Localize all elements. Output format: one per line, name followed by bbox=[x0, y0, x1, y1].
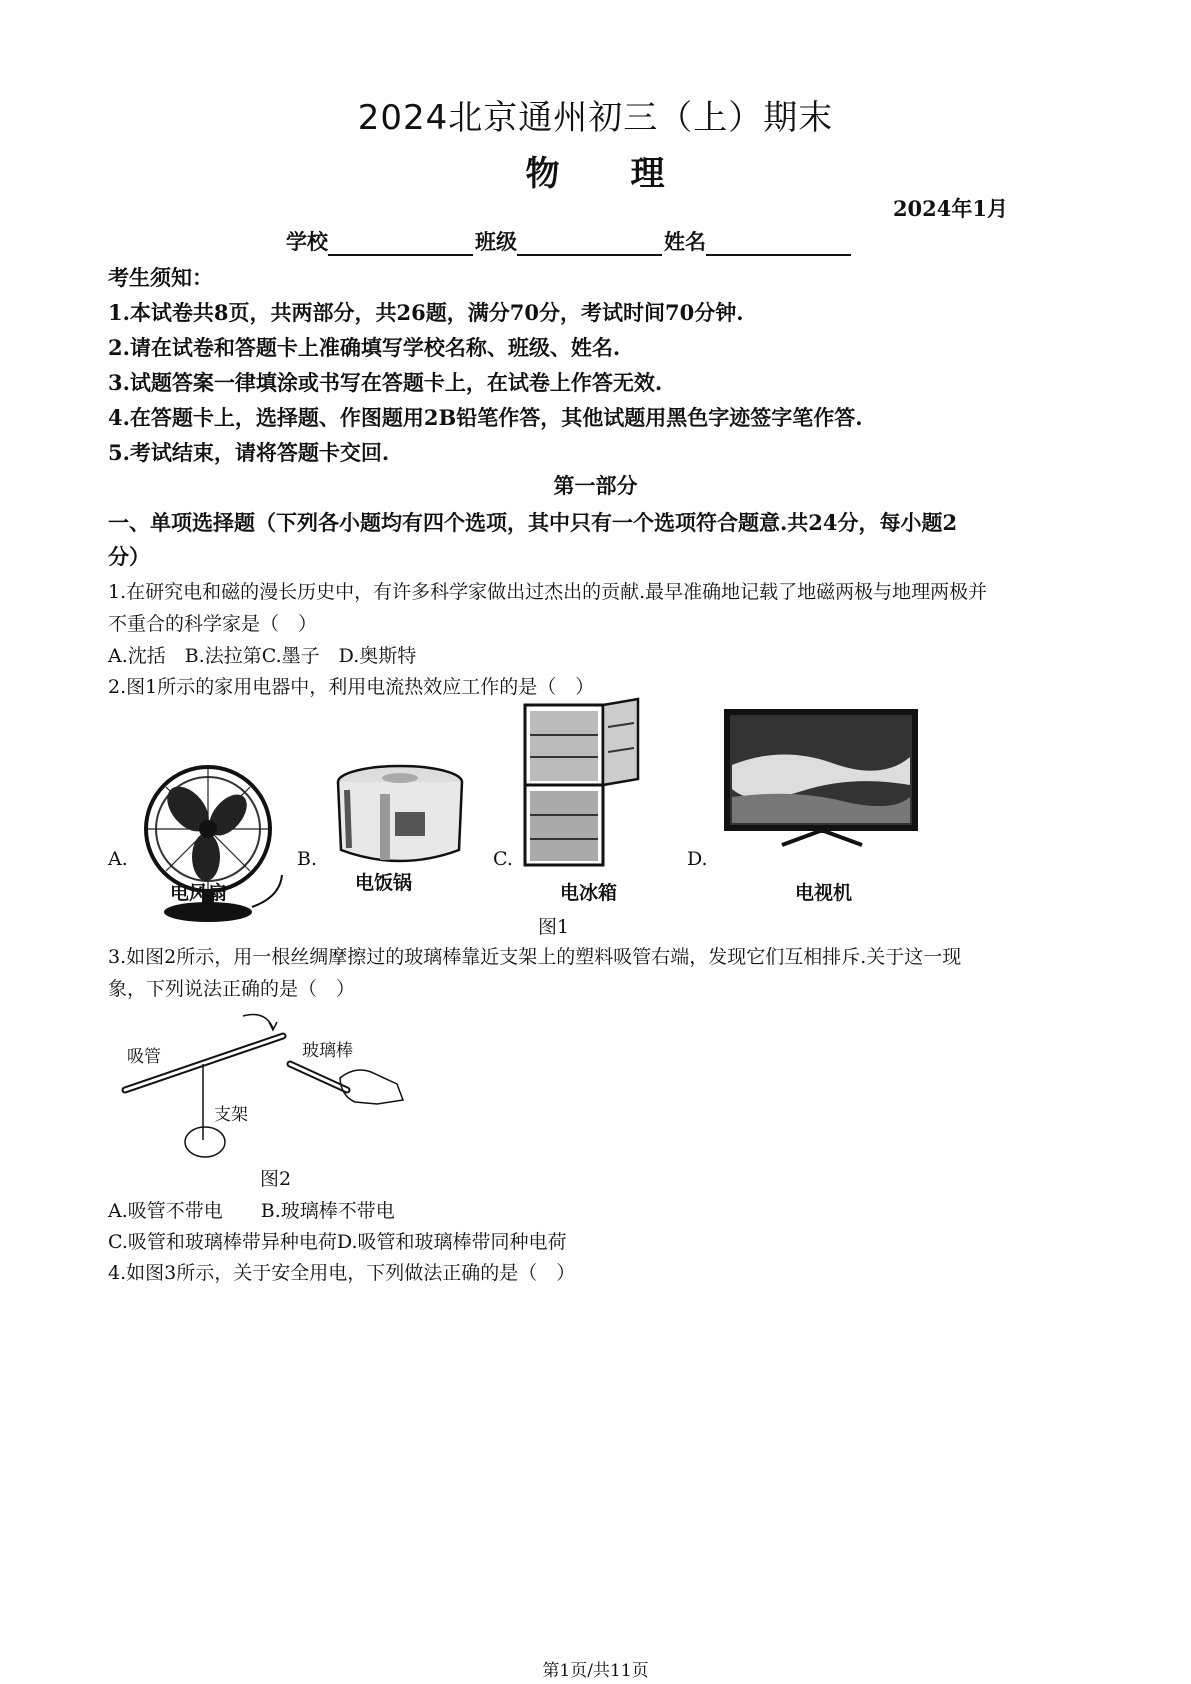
glass-rod-label: 玻璃棒 bbox=[302, 1041, 353, 1061]
notice-item: 4.在答题卡上，选择题、作图题用2B铅笔作答，其他试题用黑色字迹签字笔作答. bbox=[108, 405, 863, 430]
figure-2-diagram bbox=[115, 1008, 415, 1168]
question-4-text: 4.如图3所示，关于安全用电，下列做法正确的是（ ） bbox=[108, 1262, 576, 1284]
name-field[interactable] bbox=[706, 232, 851, 256]
class-field[interactable] bbox=[517, 232, 662, 256]
class-label: 班级 bbox=[475, 229, 517, 254]
school-label: 学校 bbox=[286, 229, 328, 254]
option-b-caption: 电饭锅 bbox=[355, 872, 413, 894]
school-field[interactable] bbox=[328, 232, 473, 256]
question-1-options: A.沈括 B.法拉第C.墨子 D.奥斯特 bbox=[108, 645, 417, 667]
option-a-letter: A. bbox=[108, 848, 128, 870]
exam-title: 2024北京通州初三（上）期末 bbox=[357, 98, 834, 138]
option-c-caption: 电冰箱 bbox=[560, 882, 618, 904]
notice-item: 3.试题答案一律填涂或书写在答题卡上，在试卷上作答无效. bbox=[108, 370, 663, 395]
section-heading: 一、单项选择题（下列各小题均有四个选项，其中只有一个选项符合题意.共24分，每小题2 bbox=[108, 510, 958, 535]
television-icon bbox=[722, 705, 922, 865]
straw-label: 吸管 bbox=[127, 1047, 161, 1067]
question-3-text-cont: 象，下列说法正确的是（ ） bbox=[108, 978, 356, 1000]
notice-item: 5.考试结束，请将答题卡交回. bbox=[108, 440, 390, 465]
question-1-text: 1.在研究电和磁的漫长历史中，有许多科学家做出过杰出的贡献.最早准确地记载了地磁两极与地理两极并 bbox=[108, 581, 988, 603]
notice-item: 1.本试卷共8页，共两部分，共26题，满分70分，考试时间70分钟. bbox=[108, 300, 744, 325]
question-3-text: 3.如图2所示，用一根丝绸摩擦过的玻璃棒靠近支架上的塑料吸管右端，发现它们互相排斥.关于这一现 bbox=[108, 946, 962, 968]
part-heading: 第一部分 bbox=[553, 473, 638, 498]
notice-heading: 考生须知： bbox=[108, 265, 213, 290]
section-heading-cont: 分） bbox=[108, 544, 150, 569]
option-c-letter: C. bbox=[493, 848, 513, 870]
option-d-letter: D. bbox=[687, 848, 708, 870]
rice-cooker-icon bbox=[325, 760, 475, 875]
question-1-text-cont: 不重合的科学家是（ ） bbox=[108, 613, 318, 635]
option-a-caption: 电风扇 bbox=[170, 882, 228, 904]
option-d-caption: 电视机 bbox=[795, 882, 853, 904]
stand-label: 支架 bbox=[214, 1105, 248, 1125]
page-footer: 第1页/共11页 bbox=[542, 1661, 649, 1681]
subject-title: 物 理 bbox=[525, 154, 666, 194]
question-3-options-cont: C.吸管和玻璃棒带异种电荷D.吸管和玻璃棒带同种电荷 bbox=[108, 1231, 567, 1253]
exam-date: 2024年1月 bbox=[892, 196, 1008, 221]
student-info-row bbox=[286, 226, 851, 256]
figure-2-label: 图2 bbox=[260, 1168, 292, 1190]
question-3-options: A.吸管不带电 B.玻璃棒不带电 bbox=[108, 1200, 395, 1222]
option-b-letter: B. bbox=[297, 848, 318, 870]
notice-item: 2.请在试卷和答题卡上准确填写学校名称、班级、姓名. bbox=[108, 335, 621, 360]
figure-1-label: 图1 bbox=[538, 916, 570, 938]
name-label: 姓名 bbox=[664, 229, 706, 254]
question-2-text: 2.图1所示的家用电器中，利用电流热效应工作的是（ ） bbox=[108, 676, 595, 698]
refrigerator-icon bbox=[520, 697, 645, 872]
